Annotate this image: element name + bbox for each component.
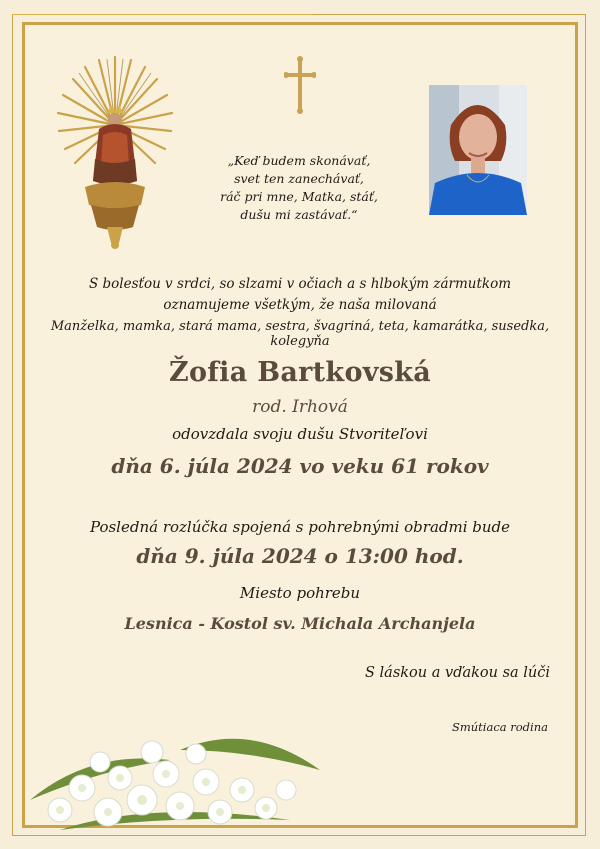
quote-line: svet ten zanechávať, — [234, 171, 364, 186]
burial-place-label: Miesto pohrebu — [239, 584, 361, 602]
passed-statement: odovzdala svoju dušu Stvoriteľovi — [172, 425, 428, 443]
funeral-datetime: dňa 9. júla 2024 o 13:00 hod. — [136, 544, 464, 568]
maiden-name: rod. Irhová — [252, 397, 348, 417]
intro-relations-line: Manželka, mamka, stará mama, sestra, švagriná, teta, kamarátka, susedka, kolegyňa — [50, 319, 550, 349]
goodbye-line: S láskou a vďakou sa lúči — [365, 665, 550, 681]
gold-swash-top — [12, 14, 312, 54]
prayer-quote — [214, 152, 384, 224]
quote-line: „Keď budem skonávať, — [227, 153, 371, 168]
intro-line-2: oznamujeme všetkým, že naša milovaná — [163, 297, 437, 313]
death-date-age: dňa 6. júla 2024 vo veku 61 rokov — [111, 454, 489, 478]
deceased-portrait-photo — [429, 85, 527, 215]
quote-line: ráč pri mne, Matka, stáť, — [220, 189, 378, 204]
burial-place: Lesnica - Kostol sv. Michala Archanjela — [124, 614, 476, 633]
white-flowers-image — [20, 690, 340, 840]
intro-line-1: S bolesťou v srdci, so slzami v očiach a s hlbokým zármutkom — [88, 276, 512, 292]
quote-line: dušu mi zastávať.“ — [240, 207, 358, 222]
cross-icon — [284, 55, 316, 115]
mourning-family: Smútiaca rodina — [451, 720, 548, 734]
funeral-intro: Posledná rozlúčka spojená s pohrebnými obradmi bude — [89, 518, 511, 536]
madonna-statue-image — [55, 55, 175, 255]
deceased-name: Žofia Bartkovská — [168, 357, 432, 388]
